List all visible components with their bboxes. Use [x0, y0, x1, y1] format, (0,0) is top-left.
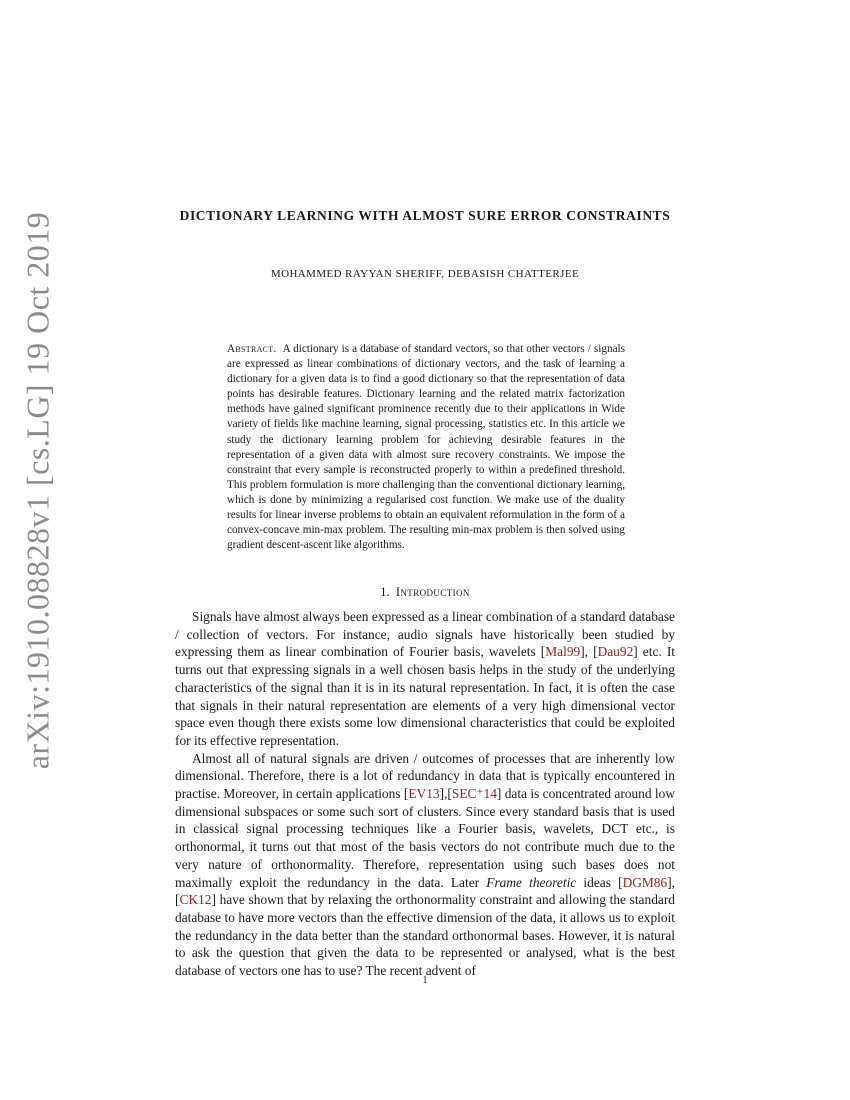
citation-link-mal99[interactable]: Mal99: [545, 644, 581, 660]
arxiv-identifier-stamp: [12, 211, 64, 769]
abstract-text: A dictionary is a database of standard vectors, so that other vectors / signals are expressed as linear combinations of dictionary vectors, and the task of learning a dictionary for a given data is to find a good dictionary so that the representation of data points has desirable features. Dictionary learning and the related matrix factorization methods have gained significant prominence recently due to their applications in Wide variety of fields like machine learning, signal processing, statistics etc. In this article we study the dictionary learning problem for achieving desirable features in the representation of a given data with almost sure recovery constraints. We impose the constraint that every sample is reconstructed properly to within a predefined threshold. This problem formulation is more challenging than the conventional dictionary learning, which is done by minimizing a regularised cost function. We make use of the duality results for linear inverse problems to obtain an equivalent reformulation in the form of a convex-concave min-max problem. The resulting min-max problem is then solved using gradient descent-ascent like algorithms.: [227, 343, 625, 552]
paper-authors: MOHAMMED RAYYAN SHERIFF, DEBASISH CHATTERJEE: [270, 268, 580, 280]
paragraph-2-text-e: ], [: [175, 874, 676, 908]
paragraph-1-text-c: ] etc. It turns out that expressing signals in a well chosen basis helps in the study of the underlying characteristics of the signal than it is in its natural representation. In fact, it is often the case that signals in their natural representation are elements of a very high dimensional vector space even though there exists some low dimensional characteristics that could be exploited for its effective representation.: [175, 644, 675, 748]
section-heading: [175, 585, 675, 600]
paragraph-2-text-f: ] have shown that by relaxing the orthonormality constraint and allowing the standard database to have more vectors than the effective dimension of the data, it allows us to exploit the redundancy in the data better than the standard orthonormal bases. However, it is natural to ask the question that given the data to be represented or analysed, what is the best database of vectors one has to use? The recent advent of: [175, 892, 675, 979]
paragraph-2-text-b: ],[: [439, 786, 452, 802]
paragraph-1-text-b: ], [: [580, 644, 598, 660]
paragraph-2-text-a: Almost all of natural signals are driven / outcomes of processes that are inherently low dimensional. Therefore, there is a lot of redundancy in data that is typically encountered in practise. Moreover, in certain applications [: [175, 750, 675, 802]
frame-theoretic-emphasis: Frame theoretic: [486, 874, 577, 890]
paragraph-1-text-a: Signals have almost always been expressed as a linear combination of a standard database / collection of vectors. For instance, audio signals have historically been studied by expressing them as linear combination of Fourier basis, wavelets [: [175, 609, 675, 660]
abstract-label: Abstract.: [227, 343, 277, 355]
page-number: 1: [422, 975, 428, 986]
paragraph-2-text-c: ] data is concentrated around low dimensional subspaces or some such sort of clusters. Since every standard basis that is used in classical signal processing techniques like a Fourier basis, wavelets, DCT etc., is orthonormal, it turns out that most of the basis vectors do not contribute much due to the very nature of orthonormality. Therefore, representation using such bases does not maximally exploit the redundancy in the data. Later: [175, 786, 676, 890]
paragraph-2: [175, 750, 675, 980]
paper-title: DICTIONARY LEARNING WITH ALMOST SURE ERROR CONSTRAINTS: [179, 208, 671, 223]
paragraph-1: [175, 608, 675, 750]
citation-link-ev13[interactable]: EV13: [408, 786, 440, 802]
citation-link-ck12[interactable]: CK12: [179, 892, 212, 908]
citation-link-dgm86[interactable]: DGM86: [622, 874, 668, 890]
section-title: Introduction: [395, 585, 470, 599]
citation-link-dau92[interactable]: Dau92: [597, 644, 634, 660]
abstract: [227, 342, 625, 553]
body-text: [175, 608, 675, 980]
section-number: 1.: [380, 585, 390, 599]
arxiv-identifier-text: arXiv:1910.08828v1 [cs.LG] 19 Oct 2019: [19, 211, 56, 769]
paragraph-2-text-d: ideas [: [576, 874, 623, 890]
citation-link-sec14[interactable]: SEC⁺14: [451, 786, 497, 802]
